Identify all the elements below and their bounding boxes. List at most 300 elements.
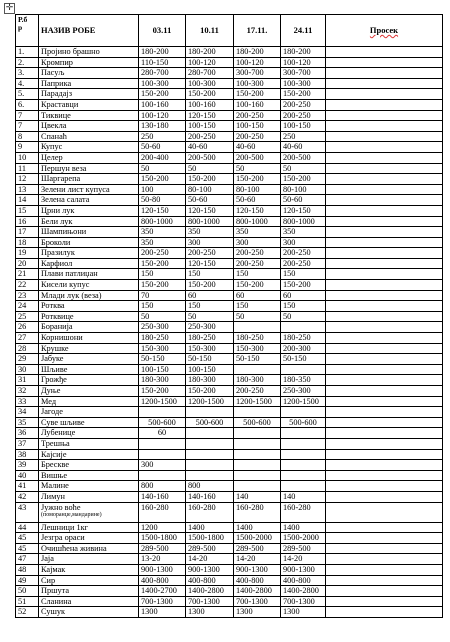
price-cell-3: 700-1300 — [234, 596, 281, 607]
product-name — [39, 142, 139, 153]
price-cell-4: 150 — [281, 301, 326, 312]
row-number: 49 — [16, 575, 39, 586]
product-name-text: Јаја — [41, 554, 54, 564]
table-row — [16, 575, 443, 586]
header-date-2: 10.11 — [186, 15, 234, 47]
price-cell-2: 300 — [186, 237, 234, 248]
product-name-text: Парадајз — [41, 89, 72, 99]
product-name — [39, 237, 139, 248]
table-row — [16, 586, 443, 597]
row-number: 32 — [16, 386, 39, 397]
row-number: 35 — [16, 417, 39, 428]
average-cell — [326, 142, 443, 153]
price-cell-3 — [234, 364, 281, 375]
price-cell-3: 150-200 — [234, 174, 281, 185]
product-name — [39, 575, 139, 586]
price-cell-3: 150-200 — [234, 89, 281, 100]
table-row — [16, 417, 443, 428]
product-name — [39, 216, 139, 227]
product-name — [39, 533, 139, 544]
price-cell-2: 1200-1500 — [186, 396, 234, 407]
header-name: НАЗИВ РОБЕ — [39, 15, 139, 47]
price-cell-1: 50-150 — [139, 354, 186, 365]
price-cell-1: 900-1300 — [139, 564, 186, 575]
average-cell — [326, 163, 443, 174]
price-cell-3: 150 — [234, 301, 281, 312]
price-cell-4: 250 — [281, 131, 326, 142]
price-cell-1: 180-250 — [139, 333, 186, 344]
price-cell-3: 120-150 — [234, 205, 281, 216]
price-cell-4: 300 — [281, 237, 326, 248]
price-cell-2: 120-150 — [186, 258, 234, 269]
price-cell-3 — [234, 470, 281, 481]
product-name-text: Лешници 1кг — [41, 522, 89, 532]
product-name — [39, 407, 139, 418]
average-cell — [326, 121, 443, 132]
product-name-text: Очишћена живина — [41, 543, 107, 553]
row-number: 12 — [16, 174, 39, 185]
table-row — [16, 174, 443, 185]
price-cell-2 — [186, 460, 234, 471]
price-cell-4 — [281, 481, 326, 492]
average-cell — [326, 57, 443, 68]
average-cell — [326, 343, 443, 354]
price-cell-3 — [234, 428, 281, 439]
price-cell-4: 200-250 — [281, 248, 326, 259]
price-cell-1: 200-250 — [139, 248, 186, 259]
product-name-text: Пршута — [41, 586, 70, 596]
price-cell-2: 120-150 — [186, 110, 234, 121]
product-name-text: Јабуке — [41, 354, 64, 364]
price-cell-2: 280-700 — [186, 68, 234, 79]
price-cell-3 — [234, 449, 281, 460]
price-cell-1: 800 — [139, 481, 186, 492]
row-number: 13 — [16, 184, 39, 195]
product-name — [39, 195, 139, 206]
price-cell-1: 110-150 — [139, 57, 186, 68]
table-row — [16, 322, 443, 333]
product-name-text: Млади лук (веза) — [41, 290, 102, 300]
price-cell-3: 150-300 — [234, 343, 281, 354]
price-cell-2 — [186, 438, 234, 449]
average-cell — [326, 258, 443, 269]
header-date-4: 24.11 — [281, 15, 326, 47]
product-name — [39, 280, 139, 291]
price-cell-3 — [234, 481, 281, 492]
average-cell — [326, 533, 443, 544]
price-cell-3: 200-250 — [234, 131, 281, 142]
table-row — [16, 121, 443, 132]
product-name — [39, 543, 139, 554]
product-name-text: Тиквице — [41, 110, 71, 120]
product-name — [39, 184, 139, 195]
product-name-text: Вишње — [41, 470, 68, 480]
product-name — [39, 163, 139, 174]
table-row — [16, 407, 443, 418]
row-number: 7 — [16, 121, 39, 132]
table-row — [16, 438, 443, 449]
price-cell-1: 800-1000 — [139, 216, 186, 227]
row-number: 50 — [16, 586, 39, 597]
row-number: 6. — [16, 99, 39, 110]
product-name — [39, 311, 139, 322]
average-cell — [326, 470, 443, 481]
product-name-text: Шампињони — [41, 227, 87, 237]
product-name-text: Паприка — [41, 78, 72, 88]
product-name-text: Краставци — [41, 99, 79, 109]
price-cell-1: 250 — [139, 131, 186, 142]
row-number: 43 — [16, 502, 39, 522]
price-cell-3: 300-700 — [234, 68, 281, 79]
product-name — [39, 269, 139, 280]
row-number: 30 — [16, 364, 39, 375]
price-cell-1: 400-800 — [139, 575, 186, 586]
table-row — [16, 596, 443, 607]
price-cell-3: 14-20 — [234, 554, 281, 565]
average-cell — [326, 396, 443, 407]
price-cell-1: 50 — [139, 163, 186, 174]
price-cell-3: 200-500 — [234, 152, 281, 163]
product-name — [39, 386, 139, 397]
average-cell — [326, 354, 443, 365]
price-cell-1: 100-300 — [139, 78, 186, 89]
price-cell-2 — [186, 407, 234, 418]
average-cell — [326, 460, 443, 471]
price-cell-4: 1300 — [281, 607, 326, 618]
price-cell-1: 300 — [139, 460, 186, 471]
table-row — [16, 386, 443, 397]
price-cell-3: 200-250 — [234, 386, 281, 397]
price-cell-1 — [139, 407, 186, 418]
price-cell-4: 800-1000 — [281, 216, 326, 227]
product-name — [39, 607, 139, 618]
average-cell — [326, 174, 443, 185]
price-cell-1: 1200 — [139, 522, 186, 533]
row-number: 25 — [16, 311, 39, 322]
row-number: 29 — [16, 354, 39, 365]
table-row — [16, 57, 443, 68]
average-cell — [326, 322, 443, 333]
table-row — [16, 163, 443, 174]
product-name-text: Шаргарепа — [41, 174, 81, 184]
price-cell-2: 60 — [186, 290, 234, 301]
price-cell-1: 150-200 — [139, 386, 186, 397]
price-cell-3: 1500-2000 — [234, 533, 281, 544]
price-cell-3: 140 — [234, 491, 281, 502]
average-cell — [326, 248, 443, 259]
row-number: 36 — [16, 428, 39, 439]
product-name-text: Јагоде — [41, 407, 63, 417]
price-cell-3: 60 — [234, 290, 281, 301]
price-cell-2: 200-500 — [186, 152, 234, 163]
price-cell-2: 120-150 — [186, 205, 234, 216]
price-cell-1: 70 — [139, 290, 186, 301]
price-cell-2: 100-120 — [186, 57, 234, 68]
price-cell-1: 200-400 — [139, 152, 186, 163]
product-name — [39, 174, 139, 185]
product-name-text: Трешња — [41, 438, 70, 448]
row-number: 16 — [16, 216, 39, 227]
average-cell — [326, 237, 443, 248]
average-cell — [326, 333, 443, 344]
average-cell — [326, 407, 443, 418]
average-cell — [326, 195, 443, 206]
price-cell-3: 100-120 — [234, 57, 281, 68]
price-cell-1: 60 — [139, 428, 186, 439]
table-row — [16, 607, 443, 618]
price-cell-1: 180-200 — [139, 47, 186, 58]
price-cell-4: 180-350 — [281, 375, 326, 386]
row-number: 37 — [16, 438, 39, 449]
average-cell — [326, 386, 443, 397]
average-cell — [326, 110, 443, 121]
price-cell-4: 150-200 — [281, 174, 326, 185]
price-cell-3: 180-300 — [234, 375, 281, 386]
price-cell-4: 1500-2000 — [281, 533, 326, 544]
price-cell-2: 50-150 — [186, 354, 234, 365]
product-name — [39, 290, 139, 301]
row-number: 7 — [16, 110, 39, 121]
price-cell-2: 500-600 — [186, 417, 234, 428]
product-name-text: Празилук — [41, 248, 75, 258]
price-cell-1: 100-120 — [139, 110, 186, 121]
product-name-text: Грожђе — [41, 375, 67, 385]
price-cell-4: 100-300 — [281, 78, 326, 89]
price-cell-1: 700-1300 — [139, 596, 186, 607]
product-name — [39, 131, 139, 142]
average-cell — [326, 47, 443, 58]
row-number: 41 — [16, 481, 39, 492]
row-number: 51 — [16, 596, 39, 607]
price-cell-3 — [234, 438, 281, 449]
average-cell — [326, 491, 443, 502]
price-cell-4 — [281, 449, 326, 460]
product-name-text: Бели лук — [41, 216, 73, 226]
price-cell-3: 50 — [234, 163, 281, 174]
price-cell-4: 200-250 — [281, 99, 326, 110]
product-name-text: Малине — [41, 481, 69, 491]
table-row — [16, 290, 443, 301]
product-name — [39, 227, 139, 238]
product-name-text: Зелени лист купуса — [41, 184, 110, 194]
price-cell-1: 150 — [139, 301, 186, 312]
price-cell-4: 500-600 — [281, 417, 326, 428]
product-name-text: Плави патлиџан — [41, 269, 98, 279]
product-name-text: Спанаћ — [41, 131, 67, 141]
price-cell-3: 150-200 — [234, 280, 281, 291]
product-name — [39, 522, 139, 533]
price-cell-3: 800-1000 — [234, 216, 281, 227]
product-name-text: Ротква — [41, 301, 65, 311]
average-cell — [326, 216, 443, 227]
product-name — [39, 89, 139, 100]
row-number: 38 — [16, 449, 39, 460]
product-name-text: Лубенице — [41, 428, 76, 438]
price-cell-4: 180-200 — [281, 47, 326, 58]
table-row — [16, 364, 443, 375]
price-cell-3: 400-800 — [234, 575, 281, 586]
table-row — [16, 269, 443, 280]
product-name-text: Купус — [41, 142, 63, 152]
price-cell-2 — [186, 449, 234, 460]
average-cell — [326, 227, 443, 238]
average-cell — [326, 575, 443, 586]
average-cell — [326, 68, 443, 79]
price-cell-4: 1200-1500 — [281, 396, 326, 407]
price-cell-4: 160-280 — [281, 502, 326, 522]
product-name-text: Зелена салата — [41, 195, 90, 205]
product-name-text: Першун веза — [41, 163, 87, 173]
table-row — [16, 195, 443, 206]
product-name — [39, 248, 139, 259]
row-number: 15 — [16, 205, 39, 216]
price-cell-1: 289-500 — [139, 543, 186, 554]
product-name-text: Кајмак — [41, 564, 66, 574]
price-cell-2 — [186, 428, 234, 439]
table-row — [16, 280, 443, 291]
table-row — [16, 564, 443, 575]
product-name — [39, 438, 139, 449]
average-cell — [326, 438, 443, 449]
price-cell-2: 700-1300 — [186, 596, 234, 607]
price-cell-4: 80-100 — [281, 184, 326, 195]
product-name — [39, 502, 139, 522]
product-name-text: Шљиве — [41, 364, 68, 374]
price-cell-2: 140-160 — [186, 491, 234, 502]
average-cell — [326, 564, 443, 575]
price-cell-2: 150 — [186, 301, 234, 312]
product-name — [39, 428, 139, 439]
average-cell — [326, 78, 443, 89]
price-cell-4 — [281, 428, 326, 439]
average-cell — [326, 99, 443, 110]
row-number: 18 — [16, 237, 39, 248]
price-cell-2: 180-300 — [186, 375, 234, 386]
average-cell — [326, 502, 443, 522]
price-cell-1: 1500-1800 — [139, 533, 186, 544]
product-name — [39, 460, 139, 471]
price-cell-2: 150 — [186, 269, 234, 280]
product-name-text: Цвекла — [41, 121, 67, 131]
price-cell-3: 500-600 — [234, 417, 281, 428]
row-number: 28 — [16, 343, 39, 354]
average-cell — [326, 481, 443, 492]
price-cell-3: 350 — [234, 227, 281, 238]
price-cell-4: 40-60 — [281, 142, 326, 153]
row-number: 23 — [16, 290, 39, 301]
price-cell-3: 200-250 — [234, 248, 281, 259]
price-cell-3: 80-100 — [234, 184, 281, 195]
average-cell — [326, 554, 443, 565]
price-cell-1: 150-200 — [139, 174, 186, 185]
product-name — [39, 375, 139, 386]
price-cell-1: 500-600 — [139, 417, 186, 428]
price-cell-4: 180-250 — [281, 333, 326, 344]
table-row — [16, 543, 443, 554]
product-name-text: Брескве — [41, 460, 70, 470]
price-cell-2: 900-1300 — [186, 564, 234, 575]
price-cell-2: 1400 — [186, 522, 234, 533]
product-name-text: Кајсије — [41, 449, 67, 459]
price-cell-2: 400-800 — [186, 575, 234, 586]
table-row — [16, 470, 443, 481]
row-number: 27 — [16, 333, 39, 344]
price-cell-3: 100-160 — [234, 99, 281, 110]
row-number: 5. — [16, 89, 39, 100]
product-name — [39, 364, 139, 375]
header-date-3: 17.11. — [234, 15, 281, 47]
price-cell-1: 180-300 — [139, 375, 186, 386]
price-cell-1: 150-200 — [139, 89, 186, 100]
average-cell — [326, 543, 443, 554]
average-cell — [326, 596, 443, 607]
table-row — [16, 533, 443, 544]
row-number: 17 — [16, 227, 39, 238]
average-cell — [326, 311, 443, 322]
price-cell-4: 150-200 — [281, 89, 326, 100]
price-cell-4: 50 — [281, 311, 326, 322]
table-move-handle-icon[interactable]: ✛ — [5, 3, 14, 13]
price-cell-4: 150-200 — [281, 280, 326, 291]
table-row — [16, 152, 443, 163]
product-name — [39, 258, 139, 269]
price-cell-2: 1300 — [186, 607, 234, 618]
price-cell-3: 50 — [234, 311, 281, 322]
price-cell-4: 200-250 — [281, 110, 326, 121]
header-date-1: 03.11 — [139, 15, 186, 47]
average-cell — [326, 375, 443, 386]
price-cell-3 — [234, 407, 281, 418]
price-cell-3: 900-1300 — [234, 564, 281, 575]
table-row — [16, 237, 443, 248]
price-cell-2 — [186, 470, 234, 481]
product-name — [39, 110, 139, 121]
row-number: 3. — [16, 68, 39, 79]
price-cell-3: 100-150 — [234, 121, 281, 132]
price-cell-4: 150 — [281, 269, 326, 280]
price-cell-2: 150-300 — [186, 343, 234, 354]
table-body — [16, 47, 443, 618]
price-cell-3: 1300 — [234, 607, 281, 618]
price-cell-1: 50-60 — [139, 142, 186, 153]
price-cell-4: 1400-2800 — [281, 586, 326, 597]
table-row — [16, 449, 443, 460]
price-cell-4 — [281, 364, 326, 375]
product-name-text: Пасуљ — [41, 68, 65, 78]
product-name — [39, 449, 139, 460]
price-cell-3: 289-500 — [234, 543, 281, 554]
table-row — [16, 396, 443, 407]
price-cell-1: 13-20 — [139, 554, 186, 565]
price-cell-1: 140-160 — [139, 491, 186, 502]
row-number: 24 — [16, 301, 39, 312]
price-cell-1: 1300 — [139, 607, 186, 618]
price-cell-3: 100-300 — [234, 78, 281, 89]
product-name-text: Дуње — [41, 386, 61, 395]
price-cell-4: 350 — [281, 227, 326, 238]
product-name-text: Корнишони — [41, 333, 83, 343]
product-name — [39, 47, 139, 58]
row-number: 9 — [16, 142, 39, 153]
table-row — [16, 354, 443, 365]
price-cell-1: 1400-2700 — [139, 586, 186, 597]
row-number: 14 — [16, 195, 39, 206]
table-row — [16, 184, 443, 195]
price-cell-2: 289-500 — [186, 543, 234, 554]
price-cell-3: 50-150 — [234, 354, 281, 365]
product-name — [39, 333, 139, 344]
row-number: 44 — [16, 522, 39, 533]
